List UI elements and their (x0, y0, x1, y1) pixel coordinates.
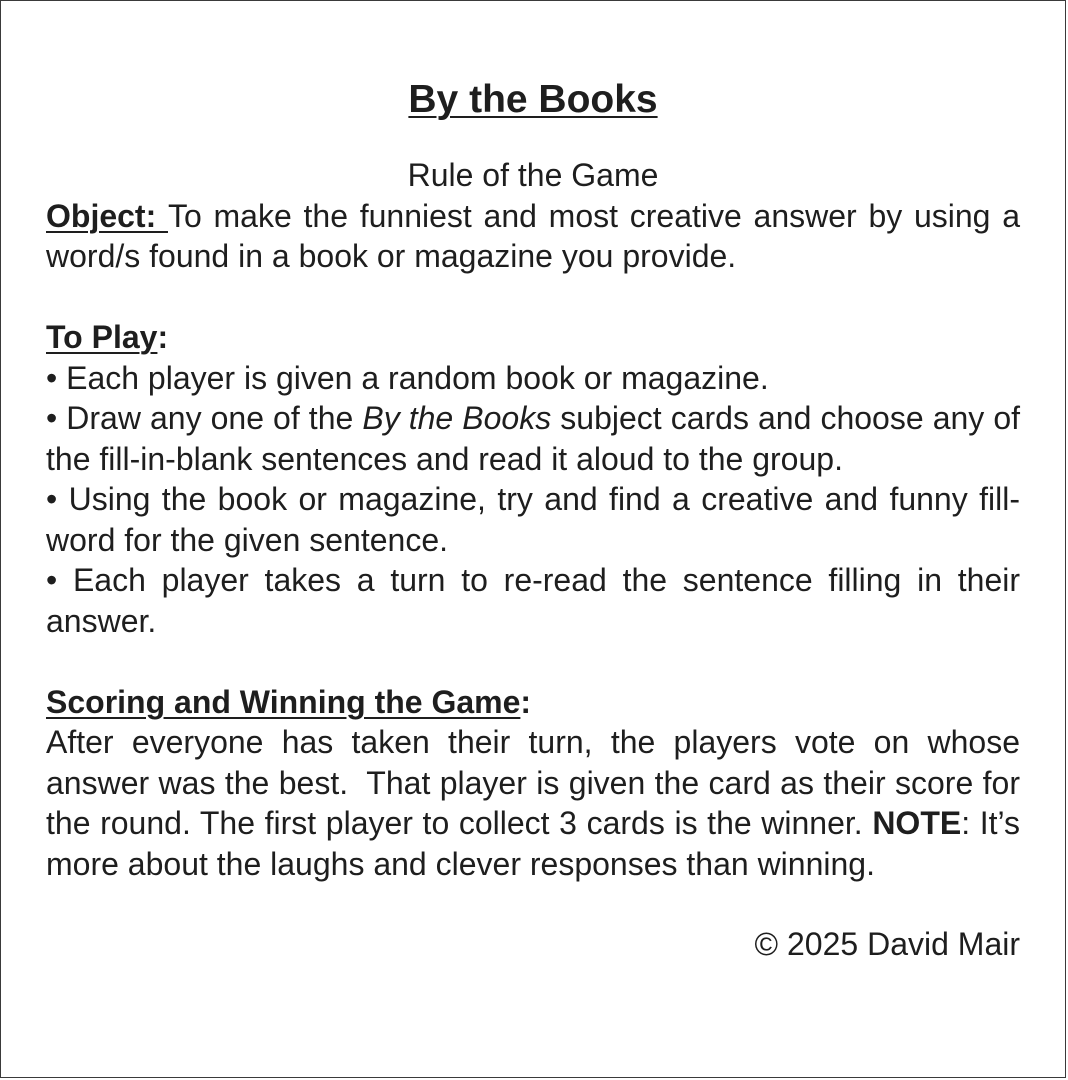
spacer (46, 277, 1020, 318)
scoring-colon: : (520, 683, 532, 720)
scoring-heading (46, 682, 1020, 723)
scoring-label: Scoring and Winning the Game (46, 683, 521, 720)
to-play-bullet-1: • Each player is given a random book or magazine. (46, 359, 769, 396)
to-play-label: To Play (46, 319, 158, 355)
scoring-body: After everyone has taken their turn, the players vote on whose answer was the best. That player is given the card as their score for the round. The first player to collect 3 cards is the winner. (46, 724, 1029, 841)
copyright: © 2025 David Mair (754, 926, 1020, 962)
to-play-bullet-4: • Each player takes a turn to re-read the sentence filling in their answer. (46, 562, 1020, 639)
bullet-2-pre: • Draw any one of the (46, 400, 363, 436)
object-heading: Object: (46, 197, 168, 234)
game-title (46, 73, 1020, 127)
note-label: NOTE (872, 805, 962, 841)
to-play-heading (46, 317, 1020, 358)
object-text: To make the funniest and most creative answer by using a word/s found in a book or magazine you provide. (46, 197, 1021, 274)
scoring-text (46, 722, 1029, 884)
note-text: : It’s more about the laughs and clever responses than winning. (46, 805, 1021, 882)
to-play-colon: : (157, 319, 169, 355)
rules-content (46, 73, 1029, 965)
rules-subtitle: Rule of the Game (407, 157, 659, 193)
to-play-bullet-3: • Using the book or magazine, try and find a creative and funny fill-word for the given sentence. (46, 481, 1020, 558)
to-play-bullet-2 (46, 398, 1029, 479)
object-section (46, 196, 1020, 277)
bullet-2-italic: By the Books (362, 400, 552, 436)
spacer (46, 641, 1020, 682)
game-title-text: By the Books (408, 78, 658, 121)
bullet-2-post: subject cards and choose any of the fill-in-blank sentences and read it aloud to the group. (46, 400, 1029, 477)
